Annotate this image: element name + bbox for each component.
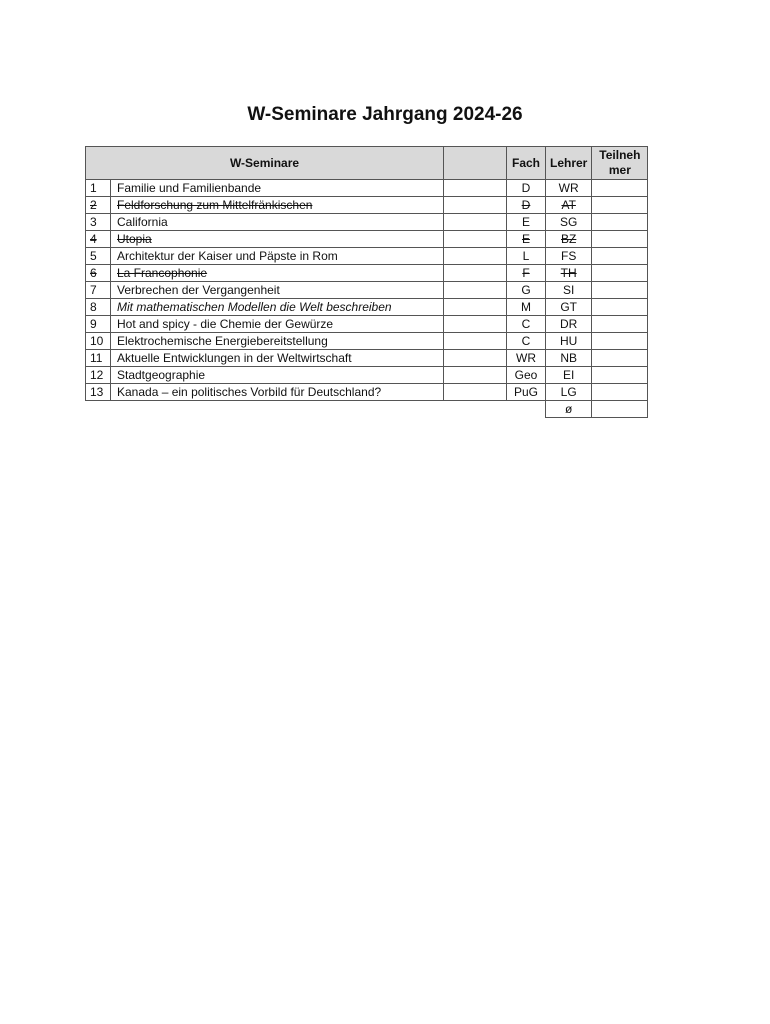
row-blank	[444, 180, 507, 197]
row-fach: D	[507, 197, 546, 214]
header-w-seminare: W-Seminare	[86, 147, 444, 180]
row-teilnehmer	[592, 231, 648, 248]
row-blank	[444, 384, 507, 401]
row-fach: WR	[507, 350, 546, 367]
row-fach: M	[507, 299, 546, 316]
row-title: Verbrechen der Vergangenheit	[111, 282, 444, 299]
table-row	[86, 282, 648, 299]
row-fach: PuG	[507, 384, 546, 401]
row-fach: D	[507, 180, 546, 197]
row-number: 1	[86, 180, 111, 197]
footer-teilnehmer	[592, 401, 648, 418]
seminar-table	[85, 146, 648, 418]
row-number: 4	[86, 231, 111, 248]
row-fach: C	[507, 333, 546, 350]
row-fach: L	[507, 248, 546, 265]
row-blank	[444, 316, 507, 333]
footer-row	[86, 401, 648, 418]
row-teilnehmer	[592, 282, 648, 299]
row-title: Mit mathematischen Modellen die Welt beschreiben	[111, 299, 444, 316]
table-body	[86, 180, 648, 401]
table-row	[86, 231, 648, 248]
row-fach: C	[507, 316, 546, 333]
row-blank	[444, 231, 507, 248]
row-blank	[444, 248, 507, 265]
header-teilnehmer-line2: mer	[608, 163, 631, 177]
row-lehrer: SI	[546, 282, 592, 299]
row-blank	[444, 367, 507, 384]
table-row	[86, 180, 648, 197]
row-teilnehmer	[592, 350, 648, 367]
row-lehrer: NB	[546, 350, 592, 367]
row-number: 13	[86, 384, 111, 401]
row-number: 3	[86, 214, 111, 231]
row-blank	[444, 299, 507, 316]
row-fach: E	[507, 214, 546, 231]
row-teilnehmer	[592, 248, 648, 265]
row-lehrer: TH	[546, 265, 592, 282]
row-teilnehmer	[592, 333, 648, 350]
row-title: Elektrochemische Energiebereitstellung	[111, 333, 444, 350]
row-title: La Francophonie	[111, 265, 444, 282]
table-row	[86, 299, 648, 316]
footer-lehrer: ø	[546, 401, 592, 418]
table-row	[86, 350, 648, 367]
table-row	[86, 214, 648, 231]
header-teilnehmer	[592, 147, 648, 180]
row-blank	[444, 197, 507, 214]
row-teilnehmer	[592, 367, 648, 384]
row-blank	[444, 265, 507, 282]
row-number: 5	[86, 248, 111, 265]
row-lehrer: DR	[546, 316, 592, 333]
row-number: 7	[86, 282, 111, 299]
row-blank	[444, 350, 507, 367]
row-number: 6	[86, 265, 111, 282]
row-fach: E	[507, 231, 546, 248]
row-lehrer: BZ	[546, 231, 592, 248]
row-lehrer: FS	[546, 248, 592, 265]
row-title: Hot and spicy - die Chemie der Gewürze	[111, 316, 444, 333]
row-title: Architektur der Kaiser und Päpste in Rom	[111, 248, 444, 265]
row-title: Aktuelle Entwicklungen in der Weltwirtschaft	[111, 350, 444, 367]
row-title: Feldforschung zum Mittelfränkischen	[111, 197, 444, 214]
row-number: 2	[86, 197, 111, 214]
row-teilnehmer	[592, 214, 648, 231]
row-blank	[444, 282, 507, 299]
row-number: 9	[86, 316, 111, 333]
row-number: 11	[86, 350, 111, 367]
row-title: Utopia	[111, 231, 444, 248]
row-teilnehmer	[592, 299, 648, 316]
row-lehrer: WR	[546, 180, 592, 197]
row-title: Stadtgeographie	[111, 367, 444, 384]
row-title: California	[111, 214, 444, 231]
table-row	[86, 333, 648, 350]
row-lehrer: EI	[546, 367, 592, 384]
row-lehrer: GT	[546, 299, 592, 316]
table-row	[86, 197, 648, 214]
header-blank-cell	[444, 147, 507, 180]
row-title: Familie und Familienbande	[111, 180, 444, 197]
row-number: 8	[86, 299, 111, 316]
table-row	[86, 265, 648, 282]
row-lehrer: AT	[546, 197, 592, 214]
row-lehrer: LG	[546, 384, 592, 401]
table-header-row	[86, 147, 648, 180]
row-number: 12	[86, 367, 111, 384]
table-row	[86, 384, 648, 401]
header-lehrer: Lehrer	[546, 147, 592, 180]
row-number: 10	[86, 333, 111, 350]
row-teilnehmer	[592, 265, 648, 282]
table-row	[86, 316, 648, 333]
row-teilnehmer	[592, 197, 648, 214]
table-row	[86, 367, 648, 384]
row-lehrer: SG	[546, 214, 592, 231]
header-fach: Fach	[507, 147, 546, 180]
row-teilnehmer	[592, 180, 648, 197]
row-teilnehmer	[592, 316, 648, 333]
row-teilnehmer	[592, 384, 648, 401]
row-title: Kanada – ein politisches Vorbild für Deutschland?	[111, 384, 444, 401]
row-fach: Geo	[507, 367, 546, 384]
header-teilnehmer-line1: Teilneh	[599, 148, 641, 162]
row-lehrer: HU	[546, 333, 592, 350]
row-blank	[444, 333, 507, 350]
table-row	[86, 248, 648, 265]
page-title: W-Seminare Jahrgang 2024-26	[247, 104, 523, 125]
row-fach: F	[507, 265, 546, 282]
row-fach: G	[507, 282, 546, 299]
row-blank	[444, 214, 507, 231]
